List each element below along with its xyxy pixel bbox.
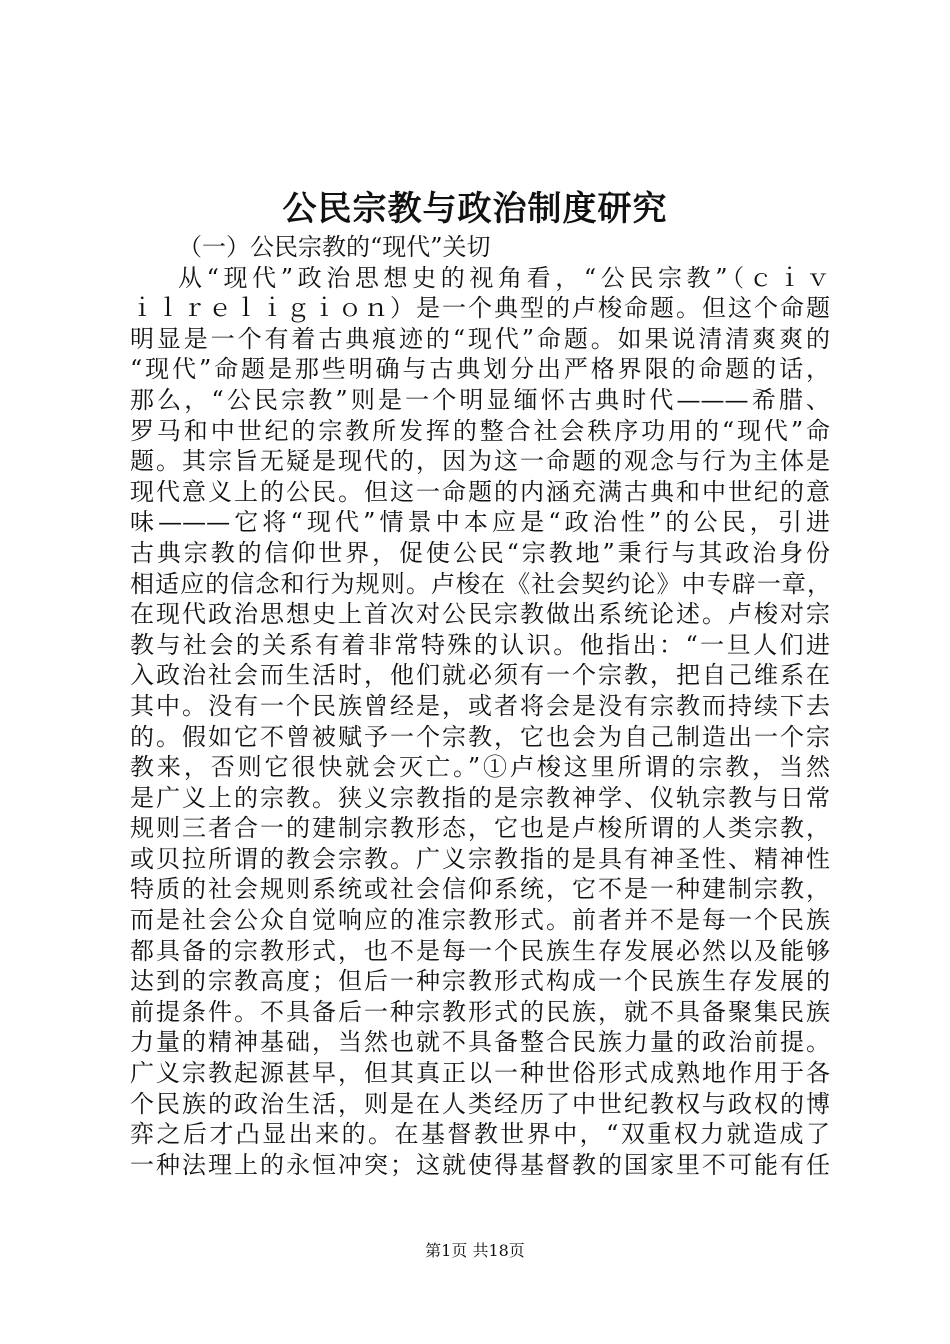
paragraph-line: 弈之后才凸显出来的。在基督教世界中，“双重权力就造成了 bbox=[130, 1120, 830, 1149]
paragraph-line: 题。其宗旨无疑是现代的，因为这一命题的观念与行为主体是 bbox=[130, 447, 830, 476]
paragraph-line: ｉｌｒｅｌｉｇｉｏｎ）是一个典型的卢梭命题。但这个命题 bbox=[130, 294, 830, 323]
paragraph-line: 都具备的宗教形式，也不是每一个民族生存发展必然以及能够 bbox=[130, 936, 830, 965]
paragraph-line: 古典宗教的信仰世界，促使公民“宗教地”秉行与其政治身份 bbox=[130, 538, 830, 567]
paragraph-line: 从“现代”政治思想史的视角看，“公民宗教”（ｃｉｖ bbox=[178, 263, 830, 292]
document-title: 公民宗教与政治制度研究 bbox=[282, 189, 668, 229]
document-body bbox=[130, 232, 830, 1180]
paragraph-line: 是广义上的宗教。狭义宗教指的是宗教神学、仪轨宗教与日常 bbox=[130, 783, 830, 812]
paragraph-line: 力量的精神基础，当然也就不具备整合民族力量的政治前提。 bbox=[130, 1028, 830, 1057]
paragraph-line: 规则三者合一的建制宗教形态，它也是卢梭所谓的人类宗教， bbox=[130, 814, 830, 843]
paragraph-line: 广义宗教起源甚早，但其真正以一种世俗形式成熟地作用于各 bbox=[130, 1059, 830, 1088]
paragraph-line: 特质的社会规则系统或社会信仰系统，它不是一种建制宗教， bbox=[130, 875, 830, 904]
paragraph-line: 教来，否则它很快就会灭亡。”①卢梭这里所谓的宗教，当然 bbox=[130, 753, 830, 782]
paragraph-line: 其中。没有一个民族曾经是，或者将会是没有宗教而持续下去 bbox=[130, 691, 830, 720]
paragraph-line: 个民族的政治生活，则是在人类经历了中世纪教权与政权的博 bbox=[130, 1089, 830, 1118]
paragraph-line: 或贝拉所谓的教会宗教。广义宗教指的是具有神圣性、精神性 bbox=[130, 844, 830, 873]
paragraph-line: 相适应的信念和行为规则。卢梭在《社会契约论》中专辟一章， bbox=[130, 569, 830, 598]
paragraph-line: 现代意义上的公民。但这一命题的内涵充满古典和中世纪的意 bbox=[130, 477, 830, 506]
paragraph-line: 罗马和中世纪的宗教所发挥的整合社会秩序功用的“现代”命 bbox=[130, 416, 830, 445]
paragraph-line: 明显是一个有着古典痕迹的“现代”命题。如果说清清爽爽的 bbox=[130, 324, 830, 353]
paragraph-line: 味———它将“现代”情景中本应是“政治性”的公民，引进 bbox=[130, 508, 830, 537]
paragraph-line: 那么，“公民宗教”则是一个明显缅怀古典时代———希腊、 bbox=[130, 385, 830, 414]
paragraph-line: 而是社会公众自觉响应的准宗教形式。前者并不是每一个民族 bbox=[130, 906, 830, 935]
paragraph-line: 在现代政治思想史上首次对公民宗教做出系统论述。卢梭对宗 bbox=[130, 600, 830, 629]
paragraph-line: 一种法理上的永恒冲突；这就使得基督教的国家里不可能有任 bbox=[130, 1150, 830, 1179]
paragraph-line: 入政治社会而生活时，他们就必须有一个宗教，把自己维系在 bbox=[130, 661, 830, 690]
paragraph-line: “现代”命题是那些明确与古典划分出严格界限的命题的话， bbox=[130, 355, 830, 384]
paragraph-line: 的。假如它不曾被赋予一个宗教，它也会为自己制造出一个宗 bbox=[130, 722, 830, 751]
paragraph-line: 教与社会的关系有着非常特殊的认识。他指出：“一旦人们进 bbox=[130, 630, 830, 659]
paragraph-line: 达到的宗教高度；但后一种宗教形式构成一个民族生存发展的 bbox=[130, 967, 830, 996]
page-number-footer: 第1页 共18页 bbox=[425, 1241, 525, 1260]
section-heading: （一）公民宗教的“现代”关切 bbox=[178, 233, 491, 261]
paragraph-line: 前提条件。不具备后一种宗教形式的民族，就不具备聚集民族 bbox=[130, 997, 830, 1026]
